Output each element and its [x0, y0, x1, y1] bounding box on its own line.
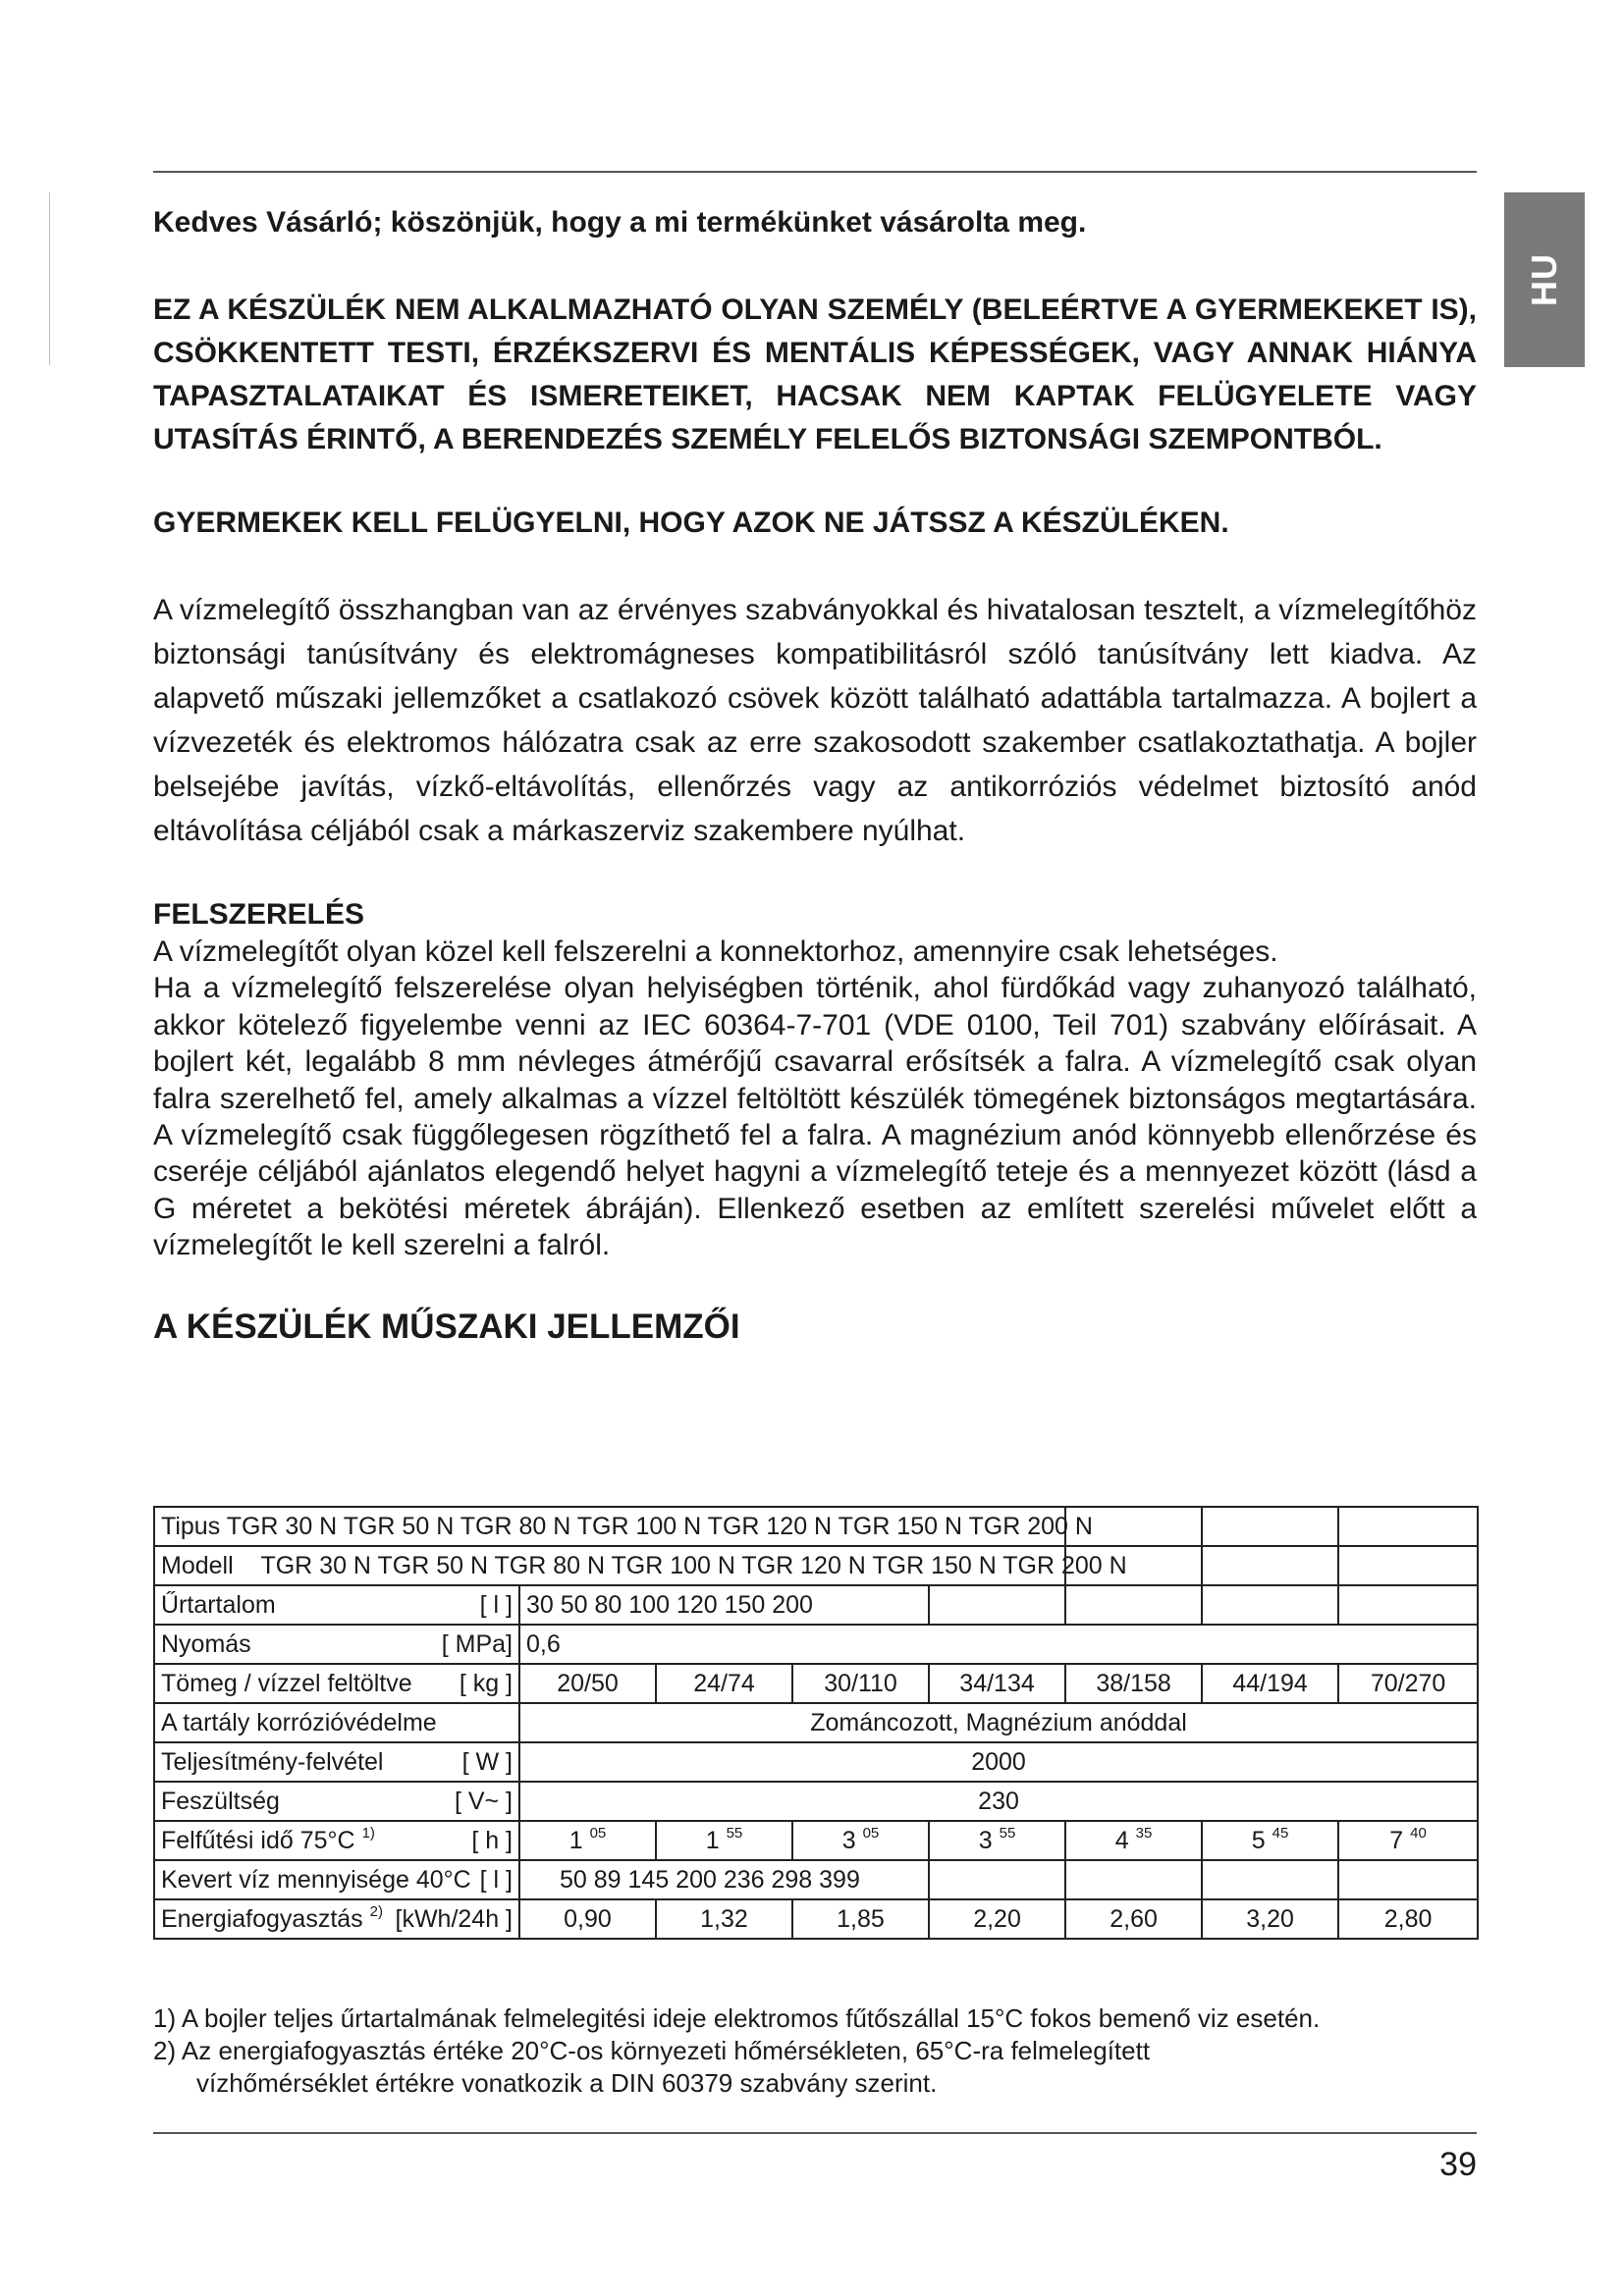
- children-warning: GYERMEKEK KELL FELÜGYELNI, HOGY AZOK NE JÁTSSZ A KÉSZÜLÉKEN.: [153, 507, 1229, 539]
- weight-value: 34/134: [929, 1664, 1065, 1703]
- pressure-label: Nyomás: [161, 1629, 251, 1658]
- weight-unit: [ kg ]: [459, 1669, 513, 1697]
- heat-value: 1 $^{55}$: [656, 1821, 792, 1860]
- type-row-cell: Tipus TGR 30 N TGR 50 N TGR 80 N TGR 100 N TGR 120 N TGR 150 N TGR 200 N: [154, 1507, 1065, 1546]
- weight-label: Tömeg / vízzel feltöltve: [161, 1669, 412, 1697]
- table-row: [154, 1821, 1478, 1860]
- footnote-2: 2) Az energiafogyasztás értéke 20°C-os környezeti hőmérsékleten, 65°C-ra felmelegített: [153, 2036, 1151, 2065]
- footnotes: [153, 2002, 1477, 2100]
- weight-value: 44/194: [1202, 1664, 1338, 1703]
- corrosion-value: Zománcozott, Magnézium anóddal: [519, 1703, 1478, 1742]
- energy-value: 1,85: [792, 1899, 929, 1939]
- intro-paragraph: A vízmelegítő összhangban van az érvényes szabványokkal és hivatalosan tesztelt, a vízmelegítőhöz biztonsági tanúsítvány és elektromágneses kompatibilitásról szóló tanúsítvány lett kiadva. Az alapvető műszaki jellemzőket a csatlakozó csövek között található adattábla tartalmazza. A bojlert a vízvezeték és elektromos hálózatra csak az erre szakosodott szakember csatlakoztathatja. A bojler belsejébe javítás, vízkő-eltávolítás, ellenőrzés vagy az antikorróziós védelmet biztosító anód eltávolítása céljából csak a márkaszerviz szakembere nyúlhat.: [153, 594, 1477, 847]
- energy-value: 2,80: [1338, 1899, 1478, 1939]
- bottom-rule: [153, 2132, 1477, 2134]
- language-tab: [1504, 192, 1585, 367]
- volume-label-cell: [154, 1585, 519, 1625]
- energy-footnote-ref: 2): [369, 1902, 383, 1920]
- tech-specs-title: A KÉSZÜLÉK MŰSZAKI JELLEMZŐI: [153, 1307, 740, 1346]
- weight-value: 38/158: [1065, 1664, 1202, 1703]
- energy-value: 2,20: [929, 1899, 1065, 1939]
- greeting: Kedves Vásárló; köszönjük, hogy a mi termékünket vásárolta meg.: [153, 206, 1087, 239]
- voltage-label-cell: [154, 1782, 519, 1821]
- install-line1: A vízmelegítőt olyan közel kell felszerelni a konnektorhoz, amennyire csak lehetséges.: [153, 935, 1278, 968]
- volume-label: Űrtartalom: [161, 1590, 276, 1619]
- energy-value: 1,32: [656, 1899, 792, 1939]
- weight-value: 20/50: [519, 1664, 656, 1703]
- table-row: [154, 1664, 1478, 1703]
- voltage-unit: [ V~ ]: [454, 1787, 513, 1815]
- table-row: [154, 1782, 1478, 1821]
- top-rule: [153, 171, 1477, 173]
- power-label-cell: [154, 1742, 519, 1782]
- table-row: [154, 1625, 1478, 1664]
- footnote-2-continued: vízhőmérséklet értékre vonatkozik a DIN 60379 szabvány szerint.: [196, 2068, 938, 2098]
- volume-values: 30 50 80 100 120 150 200: [519, 1585, 929, 1625]
- document-body: [153, 202, 1477, 1349]
- mixed-label: Kevert víz mennyisége 40°C: [161, 1865, 471, 1894]
- weight-label-cell: [154, 1664, 519, 1703]
- margin-line: [49, 192, 50, 365]
- install-paragraph: [153, 934, 1477, 1264]
- spec-table: [153, 1506, 1479, 1940]
- weight-value: 24/74: [656, 1664, 792, 1703]
- volume-unit: [ l ]: [479, 1590, 513, 1619]
- pressure-label-cell: [154, 1625, 519, 1664]
- model-values: TGR 30 N TGR 50 N TGR 80 N TGR 100 N TGR 120 N TGR 150 N TGR 200 N: [260, 1551, 1127, 1579]
- voltage-label: Feszültség: [161, 1787, 280, 1815]
- install-title: FELSZERELÉS: [153, 898, 365, 931]
- energy-value: 3,20: [1202, 1899, 1338, 1939]
- pressure-value: 0,6: [519, 1625, 1478, 1664]
- table-row: [154, 1899, 1478, 1939]
- power-label: Teljesítmény-felvétel: [161, 1747, 384, 1776]
- corrosion-label: A tartály korrózióvédelme: [154, 1703, 519, 1742]
- page-number: 39: [1439, 2146, 1477, 2183]
- install-body: Ha a vízmelegítő felszerelése olyan helyiségben történik, ahol fürdőkád vagy zuhanyozó található, akkor kötelező figyelembe venni az IEC 60364-7-701 (VDE 0100, Teil 701) szabvány előírásait. A bojlert két, legalább 8 mm névleges átmérőjű csavarral erősítsék a falra. A vízmelegítő csak olyan falra szerelhető fel, amely alkalmas a vízzel feltöltött készülék tömegének biztonságos megtartására. A vízmelegítő csak függőlegesen rögzíthető fel a falra. A magnézium anód könnyebb ellenőrzése és cseréje céljából ajánlatos elegendő helyet hagyni a vízmelegítő teteje és a mennyezet között (lásd a G méretet a bekötési méretek ábráján). Ellenkező esetben az említett szerelési művelet előtt a vízmelegítőt le kell szerelni a falról.: [153, 972, 1477, 1262]
- power-unit: [ W ]: [461, 1747, 513, 1776]
- table-row: [154, 1507, 1478, 1546]
- heat-label: Felfűtési idő 75°C: [161, 1826, 355, 1854]
- mixed-values: 50 89 145 200 236 298 399: [519, 1860, 929, 1899]
- table-row: [154, 1703, 1478, 1742]
- language-tab-label: HU: [1524, 253, 1564, 306]
- heat-value: 3 $^{55}$: [929, 1821, 1065, 1860]
- model-label: Modell: [161, 1551, 234, 1579]
- safety-warning: EZ A KÉSZÜLÉK NEM ALKALMAZHATÓ OLYAN SZEMÉLY (BELEÉRTVE A GYERMEKEKET IS), CSÖKKENTETT TESTI, ÉRZÉKSZERVI ÉS MENTÁLIS KÉPESSÉGEK, VAGY ANNAK HIÁNYA TAPASZTALATAIKAT ÉS ISMERETEIKET, HACSAK NEM KAPTAK FELÜGYELETE VAGY UTASÍTÁS ÉRINTŐ, A BERENDEZÉS SZEMÉLY FELELŐS BIZTONSÁGI SZEMPONTBÓL.: [153, 294, 1477, 455]
- heat-value: 4 $^{35}$: [1065, 1821, 1202, 1860]
- weight-value: 70/270: [1338, 1664, 1478, 1703]
- power-value: 2000: [519, 1742, 1478, 1782]
- energy-label: Energiafogyasztás: [161, 1904, 363, 1933]
- voltage-value: 230: [519, 1782, 1478, 1821]
- heat-value: 3 $^{05}$: [792, 1821, 929, 1860]
- energy-value: 0,90: [519, 1899, 656, 1939]
- heat-unit: [ h ]: [471, 1826, 513, 1854]
- heat-value: 7 $^{40}$: [1338, 1821, 1478, 1860]
- heat-value: 1 $^{05}$: [519, 1821, 656, 1860]
- model-row-cell: [154, 1546, 1127, 1585]
- table-row: [154, 1742, 1478, 1782]
- mixed-unit: [ l ]: [479, 1865, 513, 1894]
- weight-value: 30/110: [792, 1664, 929, 1703]
- table-row: [154, 1585, 1478, 1625]
- energy-value: 2,60: [1065, 1899, 1202, 1939]
- pressure-unit: [ MPa]: [441, 1629, 513, 1658]
- heat-footnote-ref: 1): [361, 1824, 375, 1842]
- table-row: [154, 1860, 1478, 1899]
- footnote-1: 1) A bojler teljes űrtartalmának felmelegitési ideje elektromos fűtőszállal 15°C fokos bemenő viz esetén.: [153, 2003, 1321, 2033]
- heat-value: 5 $^{45}$: [1202, 1821, 1338, 1860]
- mixed-label-cell: [154, 1860, 519, 1899]
- energy-label-cell: [154, 1899, 519, 1939]
- heat-label-cell: [154, 1821, 519, 1860]
- energy-unit: [kWh/24h ]: [395, 1904, 513, 1933]
- table-row: [154, 1546, 1478, 1585]
